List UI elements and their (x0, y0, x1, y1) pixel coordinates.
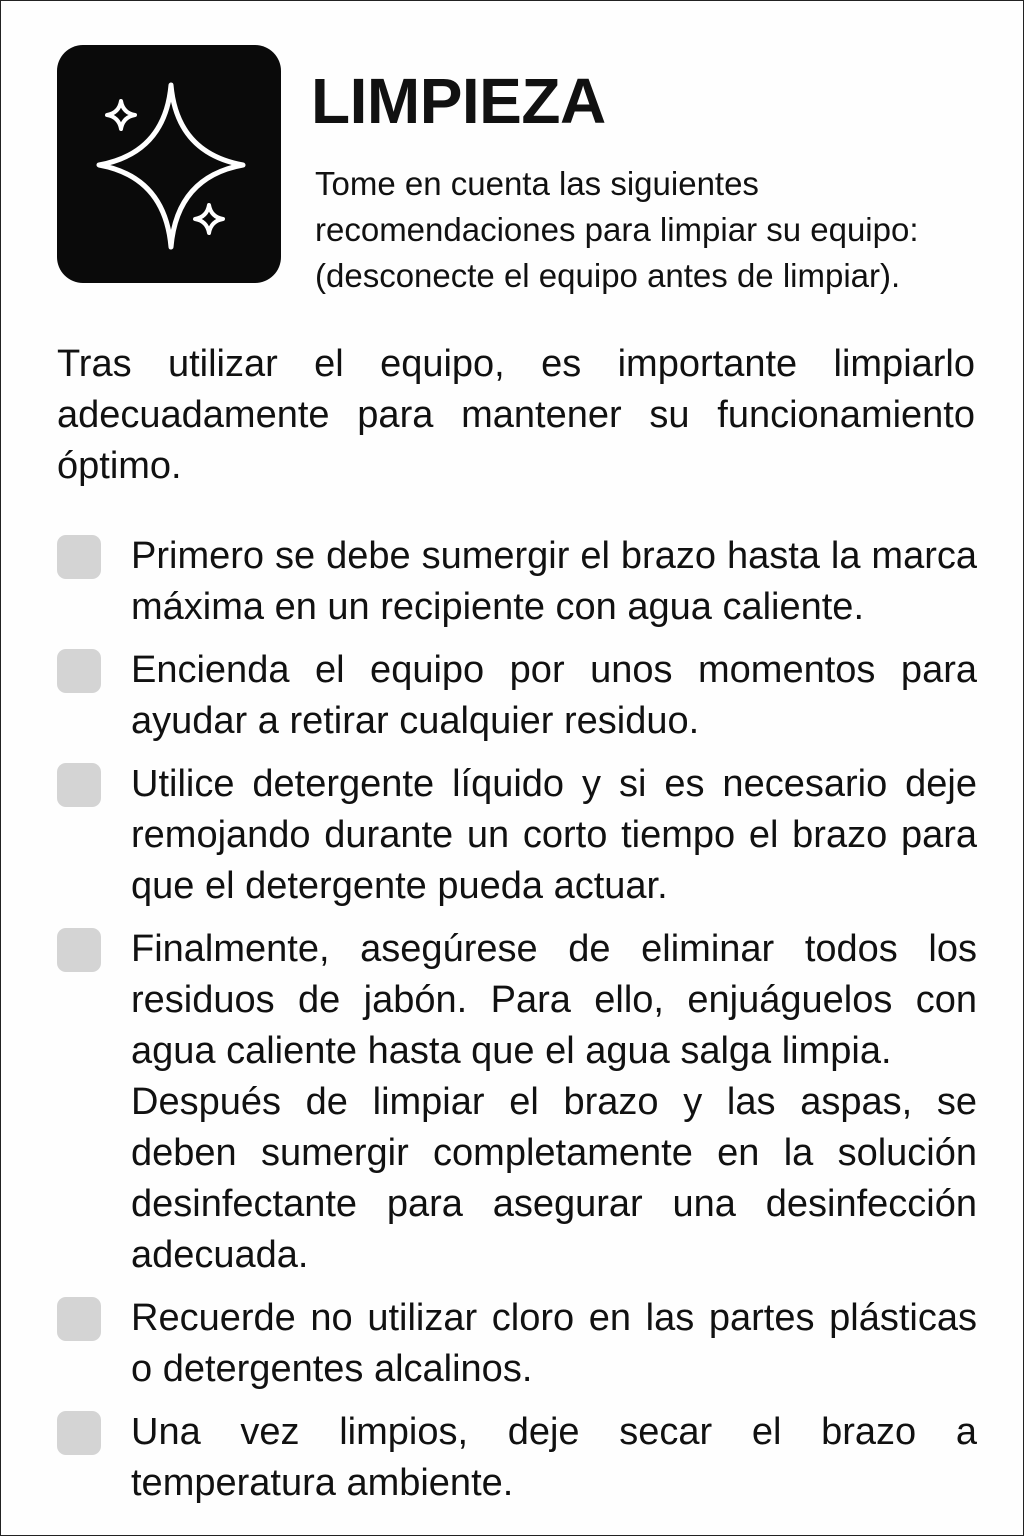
step-text: Utilice detergente líquido y si es necesario deje remojando durante un corto tiempo el brazo para que el detergente pueda actuar. (131, 763, 977, 907)
step-text: Encienda el equipo por unos momentos para ayudar a retirar cualquier residuo. (131, 649, 977, 742)
subtitle-line: recomendaciones para limpiar su equipo: (315, 211, 919, 248)
subtitle-line: (desconecte el equipo antes de limpiar). (315, 257, 901, 294)
bullet-icon (57, 535, 101, 579)
subtitle (315, 161, 965, 299)
sparkle-icon (57, 45, 281, 283)
list-item (57, 1293, 977, 1395)
list-item (57, 924, 977, 1281)
bullet-icon (57, 1297, 101, 1341)
step-text-continued: Después de limpiar el brazo y las aspas, se deben sumergir completamente en la solución desinfectante para asegurar una desinfección adecuada. (131, 1081, 977, 1276)
step-text: Recuerde no utilizar cloro en las partes plásticas o detergentes alcalinos. (131, 1297, 977, 1390)
step-text: Primero se debe sumergir el brazo hasta la marca máxima en un recipiente con agua caliente. (131, 535, 977, 628)
bullet-icon (57, 1411, 101, 1455)
bullet-icon (57, 763, 101, 807)
list-item (57, 531, 977, 633)
bullet-icon (57, 649, 101, 693)
intro-paragraph: Tras utilizar el equipo, es importante limpiarlo adecuadamente para mantener su funcionamiento óptimo. (57, 343, 975, 487)
step-text: Una vez limpios, deje secar el brazo a temperatura ambiente. (131, 1411, 977, 1504)
bullet-icon (57, 928, 101, 972)
step-text: Finalmente, asegúrese de eliminar todos los residuos de jabón. Para ello, enjuáguelos con agua caliente hasta que el agua salga limpia. (131, 928, 977, 1072)
list-item (57, 1407, 977, 1509)
list-item (57, 759, 977, 912)
page-title: LIMPIEZA (311, 65, 606, 137)
subtitle-line: Tome en cuenta las siguientes (315, 165, 759, 202)
list-item (57, 645, 977, 747)
steps-list (57, 531, 977, 1521)
